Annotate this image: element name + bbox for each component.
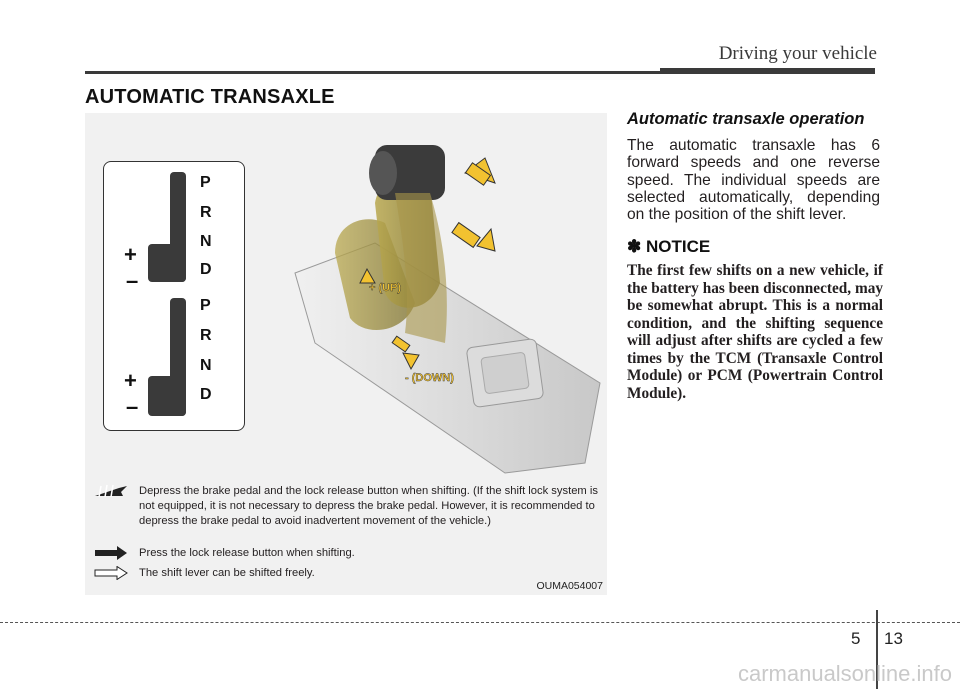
shift-pattern-panel: [103, 161, 245, 431]
page-title: AUTOMATIC TRANSAXLE: [85, 86, 335, 108]
legend-text: Press the lock release button when shifting.: [139, 547, 355, 559]
legend-item: [93, 484, 609, 529]
legend-item: [93, 566, 315, 581]
minus-symbol-2: –: [126, 394, 139, 419]
page-section-number: 5: [851, 629, 861, 648]
gear-letter-n-2: N: [200, 357, 212, 374]
gear-letter-r-2: R: [200, 327, 212, 344]
page-number: 13: [884, 629, 903, 648]
gear-lever-illustration: [255, 133, 605, 483]
gear-letter-n: N: [200, 233, 212, 250]
solid-arrow-icon: [93, 546, 129, 560]
up-label: + (UP): [369, 282, 402, 294]
operation-heading: Automatic transaxle operation: [627, 110, 865, 128]
striped-arrow-icon: [93, 484, 129, 498]
notice-heading: ✽ NOTICE: [627, 237, 711, 256]
header-section-title: Driving your vehicle: [718, 43, 877, 64]
plus-symbol-2: +: [124, 368, 137, 393]
legend-text: The shift lever can be shifted freely.: [139, 567, 315, 579]
footer-rule: [0, 622, 960, 623]
legend-text: Depress the brake pedal and the lock release button when shifting. (If the shift lock system is not equipped, it is not necessary to depress the brake pedal. However, it is recommended to depress the brake pedal to avoid inadvertent movement of the vehicle.): [139, 485, 598, 527]
down-label: - (DOWN): [405, 372, 454, 384]
notice-body: The first few shifts on a new vehicle, if the battery has been disconnected, may be somewhat abrupt. This is a normal condition, and the shifting sequence will adjust after shifts are cycled a few times by the TCM (Transaxle Control Module) or PCM (Powertrain Control Module).: [627, 262, 883, 402]
gear-letter-p: P: [200, 174, 211, 191]
header-rule-accent: [660, 68, 875, 74]
gear-letter-d: D: [200, 261, 212, 278]
shift-gate-bottom-manual: [148, 376, 186, 416]
shift-gate-top-manual: [148, 244, 186, 282]
gear-letter-d-2: D: [200, 386, 212, 403]
gear-letter-p-2: P: [200, 297, 211, 314]
legend-item: [93, 546, 355, 561]
watermark: carmanualsonline.info: [737, 661, 952, 686]
gear-letter-r: R: [200, 204, 212, 221]
figure-code: OUMA054007: [536, 580, 603, 592]
shift-lever-figure: [85, 113, 607, 595]
minus-symbol: –: [126, 268, 139, 293]
operation-body: The automatic transaxle has 6 forward speeds and one reverse speed. The individual speeds are selected automatically, depending on the position of the shift lever.: [627, 137, 880, 224]
outline-arrow-icon: [93, 566, 129, 580]
plus-symbol: +: [124, 242, 137, 267]
